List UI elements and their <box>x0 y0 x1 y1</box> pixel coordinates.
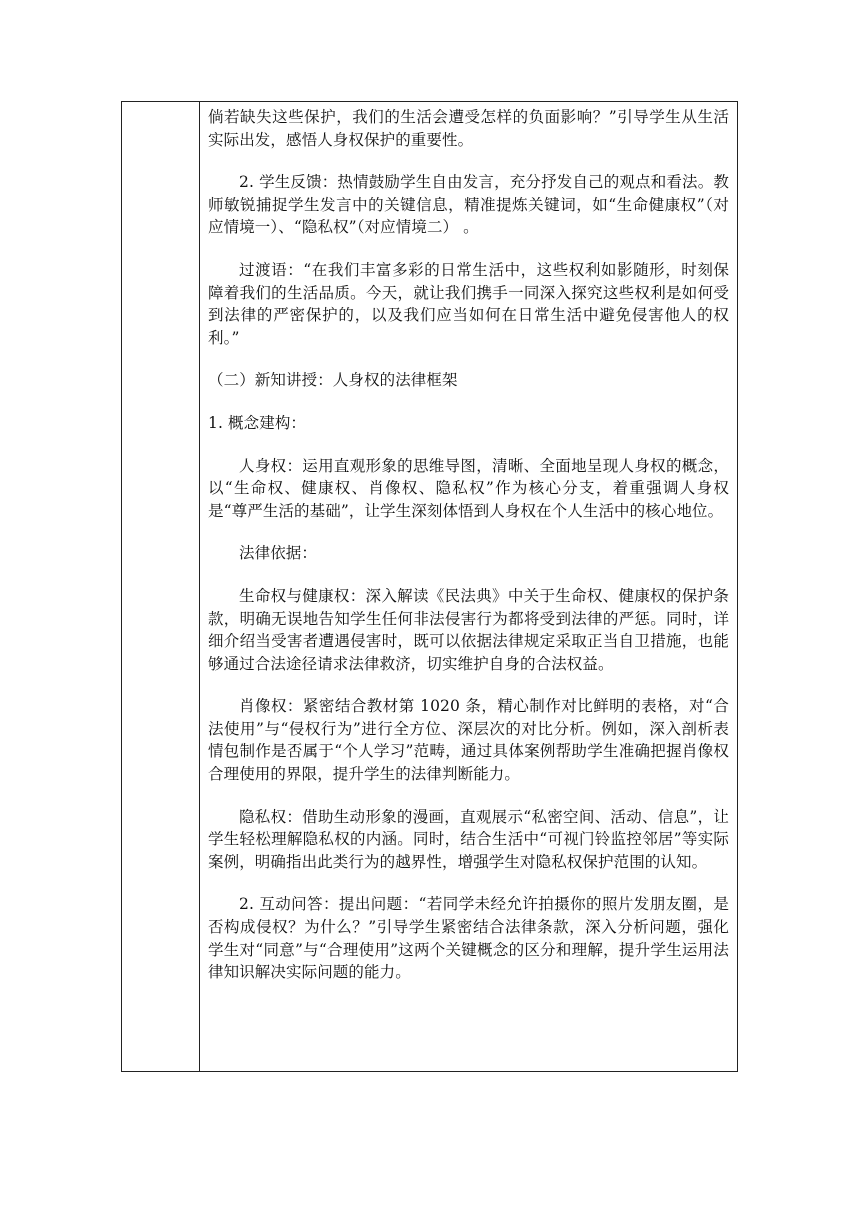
subheading-legal-basis: 法律依据： <box>239 544 318 563</box>
table-content-cell <box>200 102 737 1071</box>
section-heading-new-knowledge: （二）新知讲授：人身权的法律框架 <box>208 371 458 390</box>
lesson-table <box>121 101 738 1072</box>
paragraph-student-feedback: 2. 学生反馈：热情鼓励学生自由发言，充分抒发自己的观点和看法。教师敏锐捕捉学生发言中的关键信息，精准提炼关键词，如“生命健康权”（对应情境一）、“隐私权”（对应情境二） 。 <box>208 173 729 237</box>
table-left-column <box>122 102 200 1071</box>
paragraph-life-health-rights: 生命权与健康权：深入解读《民法典》中关于生命权、健康权的保护条款，明确无误地告知学生任何非法侵害行为都将受到法律的严惩。同时，详细介绍当受害者遭遇侵害时，既可以依据法律规定采取正当自卫措施，也能够通过合法途径请求法律救济，切实维护自身的合法权益。 <box>208 586 729 673</box>
subheading-concept-building: 1. 概念建构： <box>208 413 307 432</box>
paragraph-interactive-qa: 2. 互动问答：提出问题：“若同学未经允许拍摄你的照片发朋友圈，是否构成侵权？为什么？”引导学生紧密结合法律条款，深入分析问题，强化学生对“同意”与“合理使用”这两个关键概念的区分和理解，提升学生运用法律知识解决实际问题的能力。 <box>208 895 729 982</box>
paragraph-personal-rights: 人身权：运用直观形象的思维导图，清晰、全面地呈现人身权的概念，以“生命权、健康权、肖像权、隐私权”作为核心分支，着重强调人身权是“尊严生活的基础”，让学生深刻体悟到人身权在个人生活中的核心地位。 <box>208 456 729 520</box>
paragraph-portrait-rights: 肖像权：紧密结合教材第 1020 条，精心制作对比鲜明的表格，对“合法使用”与“侵权行为”进行全方位、深层次的对比分析。例如，深入剖析表情包制作是否属于“个人学习”范畴，通过具体案例帮助学生准确把握肖像权合理使用的界限，提升学生的法律判断能力。 <box>208 697 729 784</box>
paragraph-intro-continued: 倘若缺失这些保护，我们的生活会遭受怎样的负面影响？”引导学生从生活实际出发，感悟人身权保护的重要性。 <box>208 108 729 149</box>
paragraph-transition: 过渡语：“在我们丰富多彩的日常生活中，这些权利如影随形，时刻保障着我们的生活品质。今天，就让我们携手一同深入探究这些权利是如何受到法律的严密保护的，以及我们应当如何在日常生活中避免侵害他人的权利。” <box>208 260 729 347</box>
paragraph-privacy-rights: 隐私权：借助生动形象的漫画，直观展示“私密空间、活动、信息”，让学生轻松理解隐私权的内涵。同时，结合生活中“可视门铃监控邻居”等实际案例，明确指出此类行为的越界性，增强学生对隐私权保护范围的认知。 <box>208 807 729 871</box>
